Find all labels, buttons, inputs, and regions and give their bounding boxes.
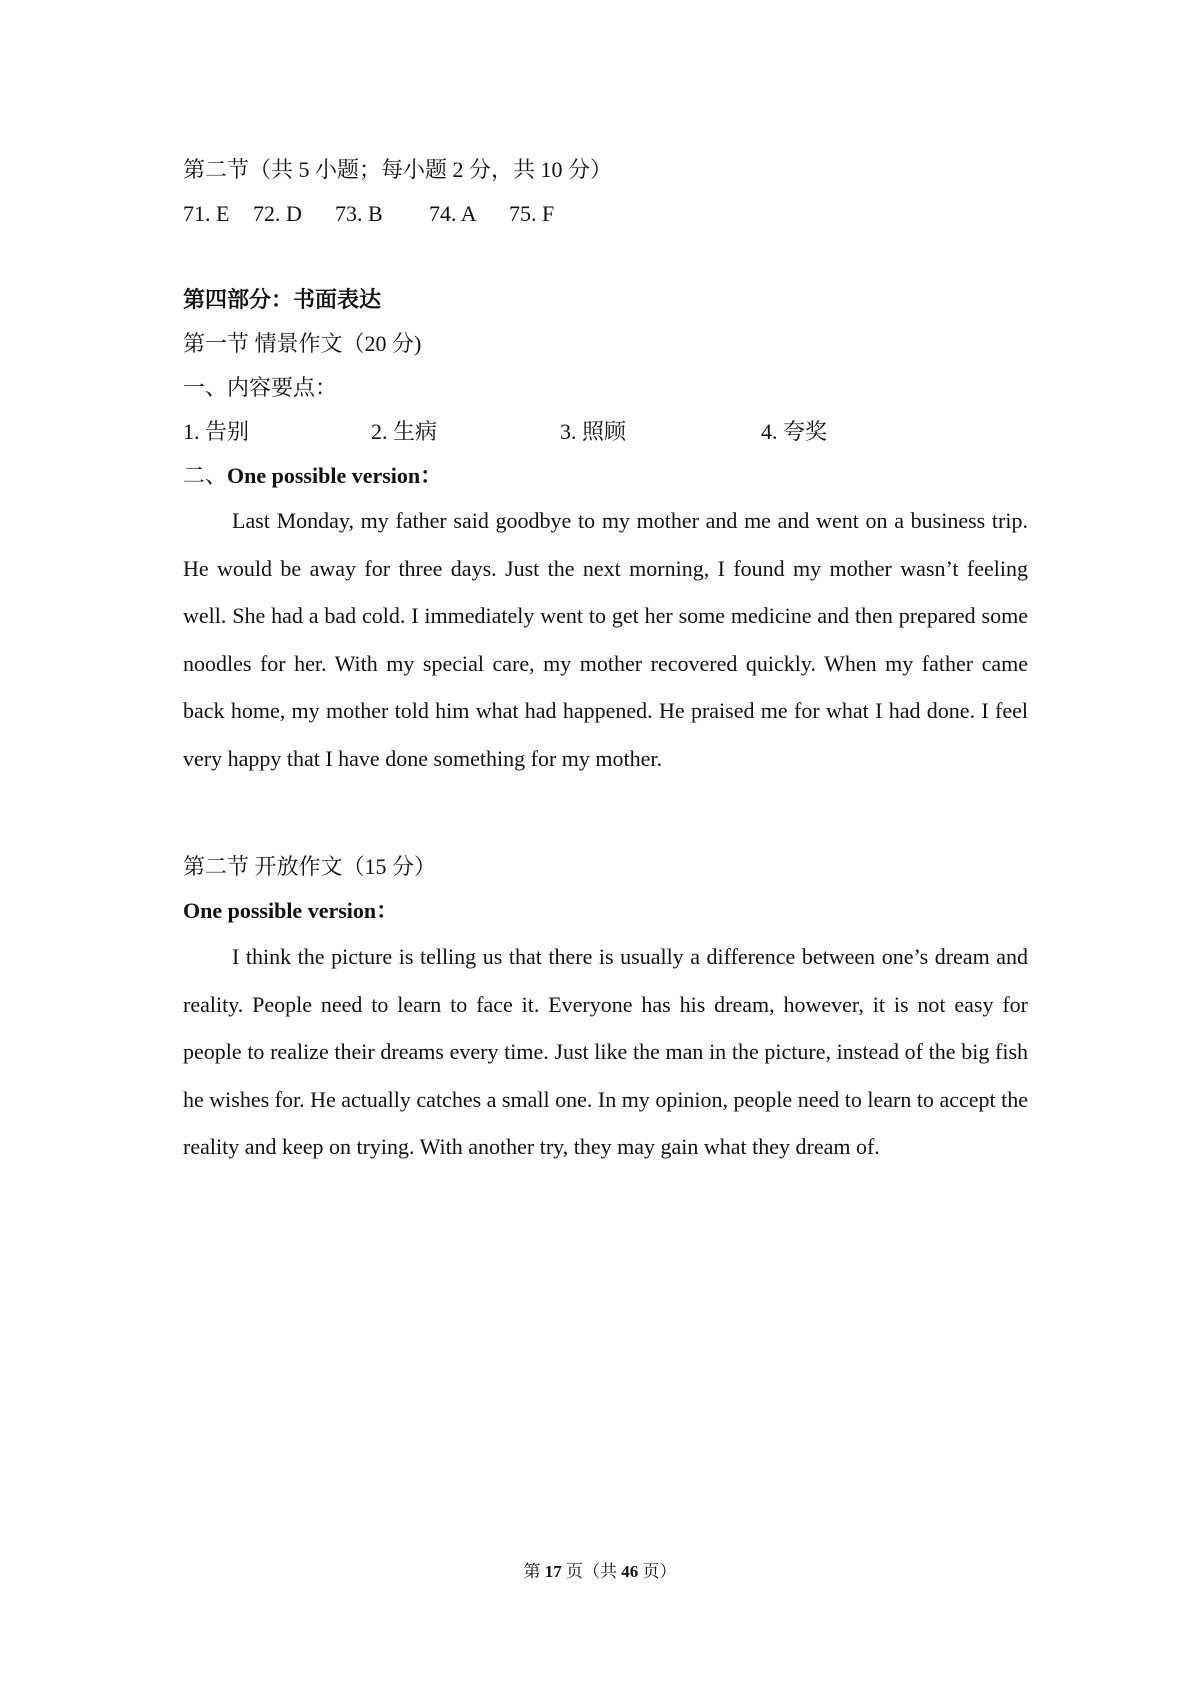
document-page xyxy=(183,0,1028,1698)
section-2b-title: 第二节 开放作文（15 分） xyxy=(183,854,437,879)
footer-prefix: 第 xyxy=(523,1562,545,1581)
version-1-prefix: 二、 xyxy=(183,463,228,488)
footer-middle: 页（共 xyxy=(561,1562,622,1581)
section-1-title: 第一节 情景作文（20 分) xyxy=(183,331,422,356)
part-4-title: 第四部分：书面表达 xyxy=(183,287,382,312)
answer-list xyxy=(183,199,554,229)
page-number: 17 xyxy=(544,1562,562,1581)
version-1-heading xyxy=(183,461,442,491)
answer-72: 72. D xyxy=(253,201,302,226)
content-points-label: 一、内容要点： xyxy=(183,375,338,400)
section-2-header: 第二节（共 5 小题；每小题 2 分，共 10 分） xyxy=(183,157,613,182)
page-footer xyxy=(0,1560,1200,1584)
content-point-2: 2. 生病 xyxy=(371,419,438,444)
content-point-3: 3. 照顾 xyxy=(560,419,627,444)
essay-1: Last Monday, my father said goodbye to my mother and me and went on a business trip. He would be away for three days. Just the next morning, I found my mother wasn’t feeling well. She had a bad cold. I immediately went to get her some medicine and then prepared some noodles for her. With my special care, my mother recovered quickly. When my father came back home, my mother told him what had happened. He praised me for what I had done. I feel very happy that I have done something for my mother. xyxy=(183,508,1028,771)
content-point-4: 4. 夸奖 xyxy=(761,419,828,444)
total-pages: 46 xyxy=(621,1562,639,1581)
footer-suffix: 页） xyxy=(638,1562,677,1581)
answer-74: 74. A xyxy=(429,201,477,226)
answer-73: 73. B xyxy=(335,201,383,226)
essay-2: I think the picture is telling us that there is usually a difference between one’s dream and reality. People need to learn to face it. Everyone has his dream, however, it is not easy for people to realize their dreams every time. Just like the man in the picture, instead of the big fish he wishes for. He actually catches a small one. In my opinion, people need to learn to accept the reality and keep on trying. With another try, they may gain what they dream of. xyxy=(183,944,1028,1159)
answer-75: 75. F xyxy=(509,201,555,226)
content-points xyxy=(183,417,1028,447)
content-point-1: 1. 告别 xyxy=(183,419,250,444)
answer-71: 71. E xyxy=(183,201,230,226)
version-2-label: One possible version： xyxy=(183,898,399,923)
version-1-label: One possible version： xyxy=(227,463,443,488)
